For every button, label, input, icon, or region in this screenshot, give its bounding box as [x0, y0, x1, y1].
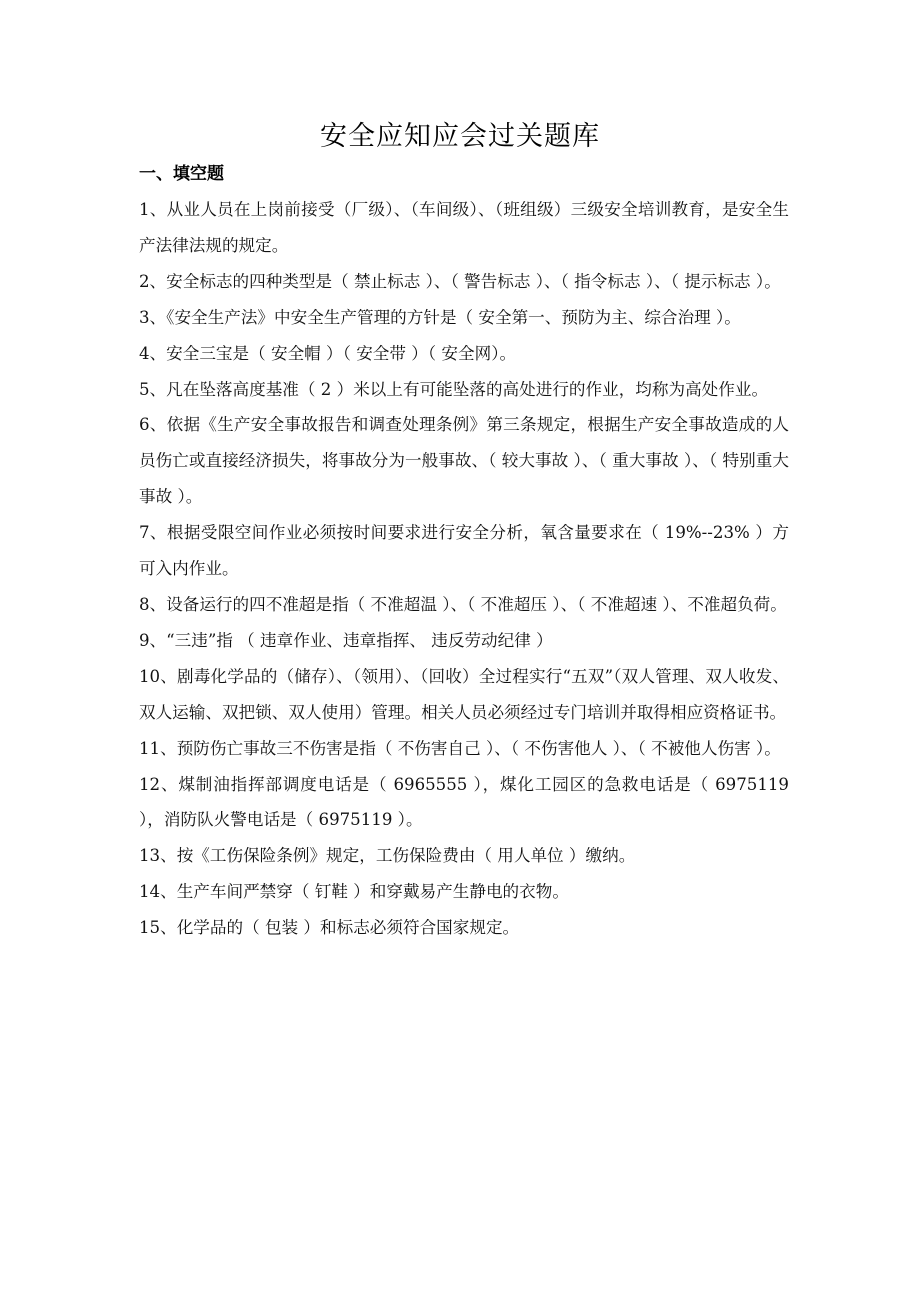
question-item: 8、设备运行的四不准超是指（ 不准超温 ）、（ 不准超压 ）、（ 不准超速 ）、不准超负荷。 [139, 594, 787, 614]
question-item: 10、剧毒化学品的（储存）、（领用）、（回收）全过程实行“五双”（双人管理、双人收发、双人运输、双把锁、双人使用）管理。相关人员必须经过专门培训并取得相应资格证书。 [139, 666, 789, 722]
question-item: 11、预防伤亡事故三不伤害是指（ 不伤害自己 ）、（ 不伤害他人 ）、（ 不被他人伤害 ）。 [139, 738, 781, 758]
question-item: 12、煤制油指挥部调度电话是（ 6965555 ），煤化工园区的急救电话是（ 6975119 ），消防队火警电话是（ 6975119 ）。 [139, 774, 789, 830]
question-list [139, 192, 789, 946]
question-item: 14、生产车间严禁穿（ 钉鞋 ）和穿戴易产生静电的衣物。 [139, 882, 569, 902]
document-title: 安全应知应会过关题库 [320, 121, 600, 152]
question-item: 6、依据《生产安全事故报告和调查处理条例》第三条规定，根据生产安全事故造成的人员伤亡或直接经济损失，将事故分为一般事故、（ 较大事故 ）、（ 重大事故 ）、（ 特别重大事故 ）。 [139, 415, 789, 507]
question-item: 1、从业人员在上岗前接受（厂级）、（车间级）、（班组级）三级安全培训教育，是安全生产法律法规的规定。 [139, 200, 789, 255]
question-item: 4、安全三宝是（ 安全帽 ）（ 安全带 ）（ 安全网）。 [139, 343, 517, 363]
question-item: 9、“三违”指 （ 违章作业、违章指挥、 违反劳动纪律 ） [139, 630, 553, 650]
question-item: 5、凡在坠落高度基准（ 2 ）米以上有可能坠落的高处进行的作业，均称为高处作业。 [139, 379, 769, 399]
section-heading: 一、填空题 [139, 164, 224, 184]
question-item: 13、按《工伤保险条例》规定，工伤保险费由（ 用人单位 ）缴纳。 [139, 846, 636, 866]
question-item: 2、安全标志的四种类型是（ 禁止标志 ）、（ 警告标志 ）、（ 指令标志 ）、（ 提示标志 ）。 [139, 271, 781, 291]
question-item: 7、根据受限空间作业必须按时间要求进行安全分析，氧含量要求在（ 19%--23% ）方可入内作业。 [139, 523, 789, 579]
question-item: 3、《安全生产法》中安全生产管理的方针是（ 安全第一、预防为主、综合治理 ）。 [139, 307, 741, 327]
question-item: 15、化学品的（ 包装 ）和标志必须符合国家规定。 [139, 918, 520, 938]
